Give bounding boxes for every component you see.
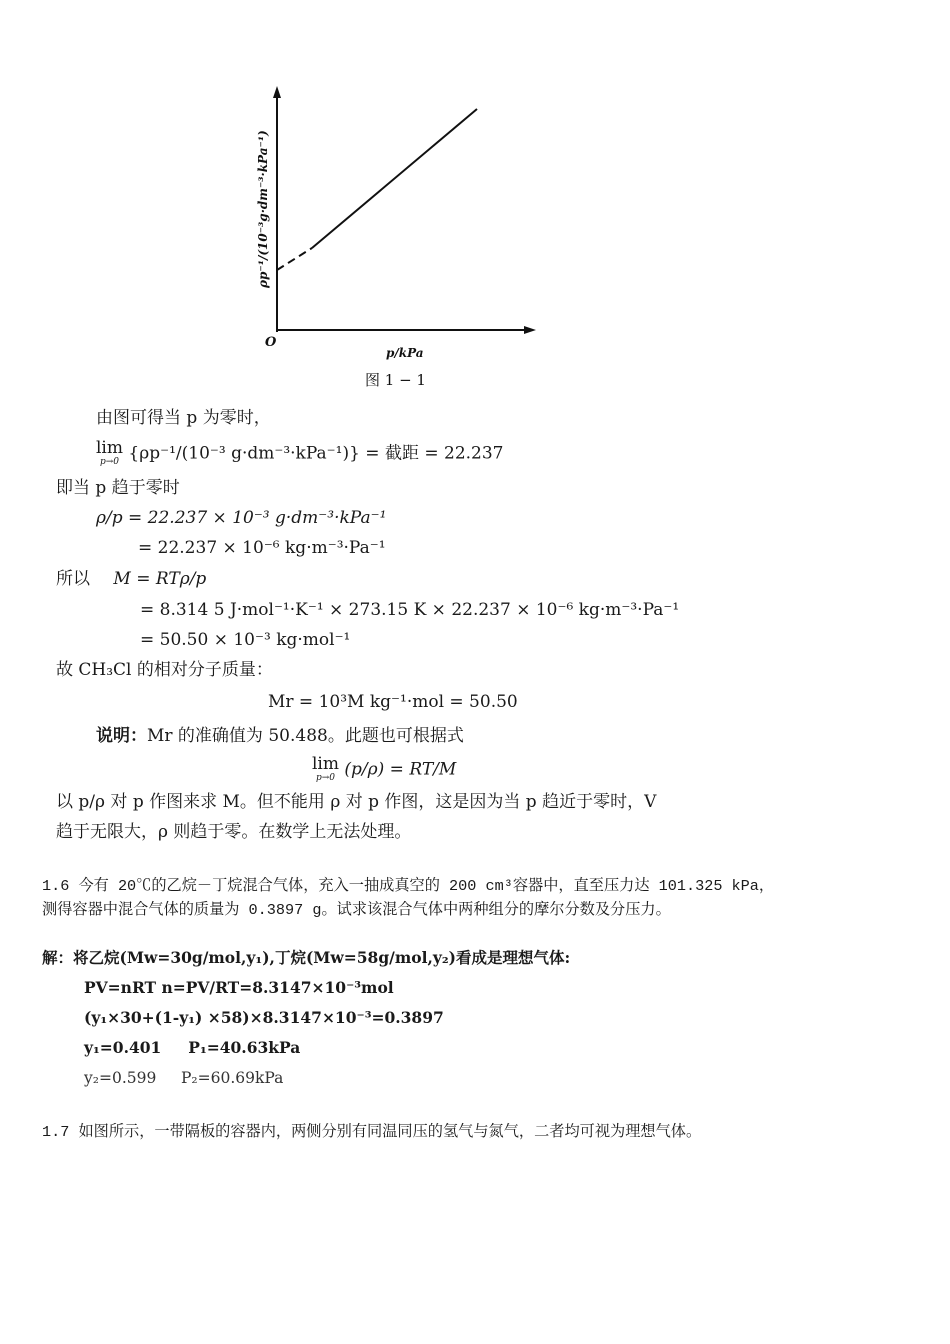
- sol15-limit-line: [96, 440, 504, 467]
- data-line: [312, 109, 477, 248]
- sol15-mr-line: 故 CH₃Cl 的相对分子质量：: [56, 660, 273, 680]
- limit-operator-2: [312, 756, 339, 783]
- lim-subscript-2: p→0: [315, 773, 336, 783]
- sol16-line5: y₂=0.599 P₂=60.69kPa: [84, 1069, 284, 1087]
- sol15-note3: 趋于无限大，ρ 则趋于零。在数学上无法处理。: [56, 822, 412, 842]
- figure-1-1: [240, 78, 560, 398]
- sol16-line4: y₁=0.401 P₁=40.63kPa: [84, 1038, 301, 1057]
- sol15-eq5: = 50.50 × 10⁻³ kg·mol⁻¹: [140, 630, 351, 650]
- sol15-line3: 即当 p 趋于零时: [56, 478, 180, 498]
- problem16-line2: 测得容器中混合气体的质量为 0.3897 g。试求该混合气体中两种组分的摩尔分数及分压力。: [42, 901, 671, 919]
- lim-word: lim: [96, 438, 123, 458]
- note-label: 说明：: [96, 726, 147, 746]
- sol15-eq6: Mr = 10³M kg⁻¹·mol = 50.50: [268, 692, 518, 712]
- graph: [240, 78, 560, 398]
- eq3-prefix: 所以: [56, 569, 90, 589]
- lim-expression: {ρp⁻¹/(10⁻³ g·dm⁻³·kPa⁻¹)} = 截距 = 22.237: [128, 443, 504, 464]
- sol16-line3: (y₁×30+(1-y₁) ×58)×8.3147×10⁻³=0.3897: [84, 1008, 444, 1027]
- sol16-line2: PV=nRT n=PV/RT=8.3147×10⁻³mol: [84, 978, 394, 997]
- limit-operator: [96, 440, 123, 467]
- x-axis-label: p/kPa: [386, 346, 424, 360]
- lim2-expression: (p/ρ) = RT/M: [344, 759, 457, 780]
- origin-label: O: [265, 335, 277, 350]
- sol15-eq1: ρ/p = 22.237 × 10⁻³ g·dm⁻³·kPa⁻¹: [96, 508, 387, 528]
- eq3: M = RTρ/p: [113, 569, 207, 589]
- sol15-line1: 由图可得当 p 为零时，: [96, 408, 271, 428]
- note-text: Mr 的准确值为 50.488。此题也可根据式: [147, 726, 464, 746]
- lim-subscript: p→0: [99, 457, 120, 467]
- sol16-line1: 解：将乙烷(Mw=30g/mol,y₁),丁烷(Mw=58g/mol,y₂)看成是理想气体:: [42, 948, 571, 967]
- y-axis-label: ρp⁻¹/(10⁻³g·dm⁻³·kPa⁻¹): [256, 130, 270, 288]
- problem16-line1: 1.6 今有 20℃的乙烷－丁烷混合气体，充入一抽成真空的 200 cm³容器中，直至压力达 101.325 kPa，: [42, 877, 775, 895]
- sol15-eq3-row: [56, 569, 206, 589]
- lim-word-2: lim: [312, 754, 339, 774]
- extrapolation-dashed: [277, 248, 312, 270]
- problem17-line1: 1.7 如图所示，一带隔板的容器内，两侧分别有同温同压的氢气与氮气，二者均可视为理想气体。: [42, 1123, 702, 1141]
- y-axis-arrow: [273, 86, 281, 98]
- sol15-limit2: [312, 756, 456, 783]
- sol15-eq4: = 8.314 5 J·mol⁻¹·K⁻¹ × 273.15 K × 22.237 × 10⁻⁶ kg·m⁻³·Pa⁻¹: [140, 600, 680, 620]
- sol15-note2: 以 p/ρ 对 p 作图来求 M。但不能用 ρ 对 p 作图，这是因为当 p 趋近于零时，V: [56, 792, 657, 812]
- sol15-eq2: = 22.237 × 10⁻⁶ kg·m⁻³·Pa⁻¹: [138, 538, 386, 558]
- x-axis-arrow: [524, 326, 536, 334]
- figure-caption: 图 1 − 1: [365, 371, 426, 389]
- sol15-note: [96, 726, 464, 746]
